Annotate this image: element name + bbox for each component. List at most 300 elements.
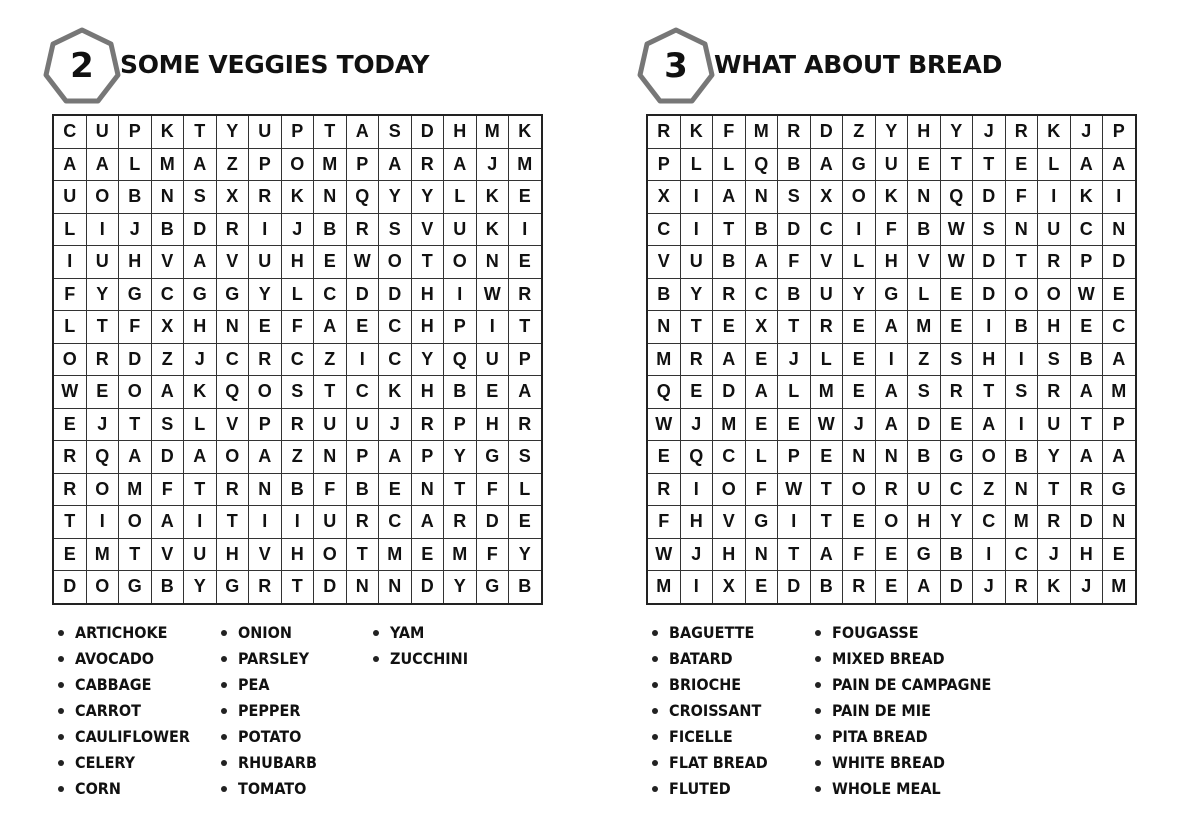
grid-cell[interactable]: P (647, 148, 680, 181)
grid-cell[interactable]: T (1005, 246, 1038, 279)
grid-cell[interactable]: B (940, 538, 973, 571)
grid-cell[interactable]: I (476, 311, 509, 344)
grid-cell[interactable]: I (680, 181, 713, 214)
grid-cell[interactable]: A (184, 148, 217, 181)
grid-cell[interactable]: O (875, 506, 908, 539)
grid-cell[interactable]: R (346, 506, 379, 539)
grid-cell[interactable]: C (810, 213, 843, 246)
grid-cell[interactable]: V (411, 213, 444, 246)
grid-cell[interactable]: U (1038, 408, 1071, 441)
grid-cell[interactable]: U (86, 246, 119, 279)
grid-cell[interactable]: B (119, 181, 152, 214)
grid-cell[interactable]: Q (680, 441, 713, 474)
grid-cell[interactable]: R (281, 408, 314, 441)
grid-cell[interactable]: A (1070, 441, 1103, 474)
grid-cell[interactable]: I (1038, 181, 1071, 214)
grid-cell[interactable]: D (908, 408, 941, 441)
grid-cell[interactable]: T (680, 311, 713, 344)
grid-cell[interactable]: I (444, 278, 477, 311)
grid-cell[interactable]: A (1103, 441, 1136, 474)
grid-cell[interactable]: T (184, 115, 217, 148)
grid-cell[interactable]: H (973, 343, 1006, 376)
grid-cell[interactable]: G (940, 441, 973, 474)
grid-cell[interactable]: J (680, 538, 713, 571)
grid-cell[interactable]: T (778, 538, 811, 571)
grid-cell[interactable]: A (314, 311, 347, 344)
grid-cell[interactable]: F (314, 473, 347, 506)
grid-cell[interactable]: O (843, 473, 876, 506)
grid-cell[interactable]: A (745, 376, 778, 409)
grid-cell[interactable]: B (647, 278, 680, 311)
grid-cell[interactable]: C (53, 115, 86, 148)
grid-cell[interactable]: G (908, 538, 941, 571)
grid-cell[interactable]: A (1103, 343, 1136, 376)
grid-cell[interactable]: R (216, 473, 249, 506)
grid-cell[interactable]: H (680, 506, 713, 539)
grid-cell[interactable]: T (346, 538, 379, 571)
grid-cell[interactable]: O (713, 473, 746, 506)
grid-cell[interactable]: E (680, 376, 713, 409)
grid-cell[interactable]: A (151, 376, 184, 409)
grid-cell[interactable]: C (281, 343, 314, 376)
grid-cell[interactable]: R (346, 213, 379, 246)
grid-cell[interactable]: B (778, 148, 811, 181)
grid-cell[interactable]: A (875, 408, 908, 441)
grid-cell[interactable]: G (216, 278, 249, 311)
grid-cell[interactable]: R (1038, 376, 1071, 409)
grid-cell[interactable]: R (444, 506, 477, 539)
grid-cell[interactable]: V (713, 506, 746, 539)
grid-cell[interactable]: V (249, 538, 282, 571)
grid-cell[interactable]: Q (647, 376, 680, 409)
grid-cell[interactable]: C (647, 213, 680, 246)
grid-cell[interactable]: W (1070, 278, 1103, 311)
grid-cell[interactable]: T (509, 311, 542, 344)
grid-cell[interactable]: L (778, 376, 811, 409)
grid-cell[interactable]: R (249, 571, 282, 604)
grid-cell[interactable]: A (509, 376, 542, 409)
grid-cell[interactable]: O (53, 343, 86, 376)
grid-cell[interactable]: E (1103, 278, 1136, 311)
grid-cell[interactable]: F (151, 473, 184, 506)
grid-cell[interactable]: F (778, 246, 811, 279)
grid-cell[interactable]: G (476, 441, 509, 474)
grid-cell[interactable]: P (249, 408, 282, 441)
grid-cell[interactable]: L (843, 246, 876, 279)
grid-cell[interactable]: R (249, 181, 282, 214)
grid-cell[interactable]: J (973, 115, 1006, 148)
grid-cell[interactable]: D (778, 571, 811, 604)
grid-cell[interactable]: G (119, 571, 152, 604)
grid-cell[interactable]: O (86, 571, 119, 604)
grid-cell[interactable]: A (249, 441, 282, 474)
grid-cell[interactable]: O (86, 181, 119, 214)
grid-cell[interactable]: U (346, 408, 379, 441)
grid-cell[interactable]: H (875, 246, 908, 279)
grid-cell[interactable]: U (680, 246, 713, 279)
grid-cell[interactable]: G (745, 506, 778, 539)
grid-cell[interactable]: A (973, 408, 1006, 441)
grid-cell[interactable]: O (444, 246, 477, 279)
grid-cell[interactable]: K (1070, 181, 1103, 214)
grid-cell[interactable]: F (647, 506, 680, 539)
grid-cell[interactable]: R (713, 278, 746, 311)
grid-cell[interactable]: W (940, 213, 973, 246)
grid-cell[interactable]: H (444, 115, 477, 148)
grid-cell[interactable]: A (810, 538, 843, 571)
grid-cell[interactable]: A (713, 181, 746, 214)
grid-cell[interactable]: O (119, 506, 152, 539)
grid-cell[interactable]: I (973, 311, 1006, 344)
grid-cell[interactable]: M (379, 538, 412, 571)
grid-cell[interactable]: J (843, 408, 876, 441)
grid-cell[interactable]: V (810, 246, 843, 279)
grid-cell[interactable]: O (249, 376, 282, 409)
grid-cell[interactable]: M (476, 115, 509, 148)
grid-cell[interactable]: K (151, 115, 184, 148)
grid-cell[interactable]: S (151, 408, 184, 441)
grid-cell[interactable]: B (1005, 311, 1038, 344)
grid-cell[interactable]: E (940, 408, 973, 441)
grid-cell[interactable]: N (1005, 473, 1038, 506)
grid-cell[interactable]: U (1038, 213, 1071, 246)
grid-cell[interactable]: I (875, 343, 908, 376)
grid-cell[interactable]: N (249, 473, 282, 506)
grid-cell[interactable]: G (119, 278, 152, 311)
grid-cell[interactable]: Y (411, 343, 444, 376)
grid-cell[interactable]: R (53, 473, 86, 506)
grid-cell[interactable]: B (151, 213, 184, 246)
grid-cell[interactable]: S (908, 376, 941, 409)
grid-cell[interactable]: D (713, 376, 746, 409)
grid-cell[interactable]: K (875, 181, 908, 214)
grid-cell[interactable]: E (843, 343, 876, 376)
grid-cell[interactable]: N (745, 181, 778, 214)
grid-cell[interactable]: E (249, 311, 282, 344)
grid-cell[interactable]: C (940, 473, 973, 506)
grid-cell[interactable]: F (476, 473, 509, 506)
grid-cell[interactable]: A (184, 441, 217, 474)
grid-cell[interactable]: E (843, 506, 876, 539)
grid-cell[interactable]: R (1005, 115, 1038, 148)
grid-cell[interactable]: K (476, 181, 509, 214)
grid-cell[interactable]: U (249, 246, 282, 279)
grid-cell[interactable]: E (713, 311, 746, 344)
grid-cell[interactable]: Y (843, 278, 876, 311)
grid-cell[interactable]: A (379, 148, 412, 181)
grid-cell[interactable]: R (1070, 473, 1103, 506)
grid-cell[interactable]: I (680, 473, 713, 506)
grid-cell[interactable]: A (346, 115, 379, 148)
grid-cell[interactable]: E (745, 408, 778, 441)
grid-cell[interactable]: Z (908, 343, 941, 376)
grid-cell[interactable]: M (810, 376, 843, 409)
grid-cell[interactable]: A (810, 148, 843, 181)
grid-cell[interactable]: T (1038, 473, 1071, 506)
grid-cell[interactable]: T (314, 376, 347, 409)
grid-cell[interactable]: M (151, 148, 184, 181)
grid-cell[interactable]: H (281, 246, 314, 279)
grid-cell[interactable]: Y (940, 506, 973, 539)
grid-cell[interactable]: I (1005, 343, 1038, 376)
grid-cell[interactable]: I (843, 213, 876, 246)
grid-cell[interactable]: I (778, 506, 811, 539)
grid-cell[interactable]: K (184, 376, 217, 409)
grid-cell[interactable]: Q (444, 343, 477, 376)
grid-cell[interactable]: E (346, 311, 379, 344)
grid-cell[interactable]: W (476, 278, 509, 311)
grid-cell[interactable]: D (346, 278, 379, 311)
grid-cell[interactable]: C (1103, 311, 1136, 344)
grid-cell[interactable]: N (908, 181, 941, 214)
grid-cell[interactable]: H (908, 506, 941, 539)
grid-cell[interactable]: P (444, 408, 477, 441)
grid-cell[interactable]: Q (346, 181, 379, 214)
grid-cell[interactable]: R (647, 473, 680, 506)
grid-cell[interactable]: J (379, 408, 412, 441)
grid-cell[interactable]: L (680, 148, 713, 181)
grid-cell[interactable]: F (843, 538, 876, 571)
grid-cell[interactable]: D (379, 278, 412, 311)
grid-cell[interactable]: I (86, 506, 119, 539)
grid-cell[interactable]: H (476, 408, 509, 441)
grid-cell[interactable]: E (314, 246, 347, 279)
grid-cell[interactable]: R (411, 148, 444, 181)
grid-cell[interactable]: U (875, 148, 908, 181)
grid-cell[interactable]: U (476, 343, 509, 376)
grid-cell[interactable]: R (411, 408, 444, 441)
grid-cell[interactable]: P (778, 441, 811, 474)
grid-cell[interactable]: T (281, 571, 314, 604)
grid-cell[interactable]: C (973, 506, 1006, 539)
grid-cell[interactable]: J (119, 213, 152, 246)
grid-cell[interactable]: U (53, 181, 86, 214)
grid-cell[interactable]: F (281, 311, 314, 344)
grid-cell[interactable]: F (875, 213, 908, 246)
grid-cell[interactable]: Y (509, 538, 542, 571)
grid-cell[interactable]: D (53, 571, 86, 604)
grid-cell[interactable]: R (940, 376, 973, 409)
grid-cell[interactable]: X (151, 311, 184, 344)
grid-cell[interactable]: J (86, 408, 119, 441)
grid-cell[interactable]: L (908, 278, 941, 311)
grid-cell[interactable]: R (53, 441, 86, 474)
grid-cell[interactable]: E (379, 473, 412, 506)
grid-cell[interactable]: H (908, 115, 941, 148)
grid-cell[interactable]: L (1038, 148, 1071, 181)
grid-cell[interactable]: T (973, 148, 1006, 181)
grid-cell[interactable]: Y (411, 181, 444, 214)
grid-cell[interactable]: Z (843, 115, 876, 148)
grid-cell[interactable]: P (346, 441, 379, 474)
grid-cell[interactable]: R (86, 343, 119, 376)
grid-cell[interactable]: T (810, 473, 843, 506)
grid-cell[interactable]: T (940, 148, 973, 181)
grid-cell[interactable]: E (411, 538, 444, 571)
grid-cell[interactable]: M (1103, 571, 1136, 604)
grid-cell[interactable]: E (509, 246, 542, 279)
grid-cell[interactable]: E (843, 311, 876, 344)
grid-cell[interactable]: A (86, 148, 119, 181)
grid-cell[interactable]: N (1005, 213, 1038, 246)
grid-cell[interactable]: Y (184, 571, 217, 604)
grid-cell[interactable]: U (249, 115, 282, 148)
grid-cell[interactable]: G (875, 278, 908, 311)
grid-cell[interactable]: T (216, 506, 249, 539)
grid-cell[interactable]: B (346, 473, 379, 506)
grid-cell[interactable]: L (713, 148, 746, 181)
grid-cell[interactable]: C (1005, 538, 1038, 571)
grid-cell[interactable]: R (843, 571, 876, 604)
grid-cell[interactable]: R (249, 343, 282, 376)
grid-cell[interactable]: M (444, 538, 477, 571)
grid-cell[interactable]: C (379, 311, 412, 344)
grid-cell[interactable]: W (647, 538, 680, 571)
grid-cell[interactable]: H (1038, 311, 1071, 344)
grid-cell[interactable]: D (1070, 506, 1103, 539)
grid-cell[interactable]: Z (151, 343, 184, 376)
grid-cell[interactable]: T (1070, 408, 1103, 441)
grid-cell[interactable]: D (973, 246, 1006, 279)
grid-cell[interactable]: Q (940, 181, 973, 214)
grid-cell[interactable]: N (216, 311, 249, 344)
grid-cell[interactable]: S (1038, 343, 1071, 376)
grid-cell[interactable]: T (411, 246, 444, 279)
grid-cell[interactable]: W (778, 473, 811, 506)
grid-cell[interactable]: I (680, 213, 713, 246)
grid-cell[interactable]: A (151, 506, 184, 539)
grid-cell[interactable]: E (86, 376, 119, 409)
grid-cell[interactable]: C (314, 278, 347, 311)
grid-cell[interactable]: C (151, 278, 184, 311)
grid-cell[interactable]: C (379, 506, 412, 539)
grid-cell[interactable]: R (1005, 571, 1038, 604)
grid-cell[interactable]: Z (216, 148, 249, 181)
grid-cell[interactable]: U (810, 278, 843, 311)
grid-cell[interactable]: X (810, 181, 843, 214)
grid-cell[interactable]: O (1038, 278, 1071, 311)
grid-cell[interactable]: M (647, 571, 680, 604)
grid-cell[interactable]: O (119, 376, 152, 409)
grid-cell[interactable]: H (411, 376, 444, 409)
grid-cell[interactable]: R (509, 278, 542, 311)
grid-cell[interactable]: Y (444, 441, 477, 474)
grid-cell[interactable]: D (778, 213, 811, 246)
grid-cell[interactable]: E (647, 441, 680, 474)
grid-cell[interactable]: E (908, 148, 941, 181)
grid-cell[interactable]: H (119, 246, 152, 279)
grid-cell[interactable]: B (444, 376, 477, 409)
grid-cell[interactable]: R (680, 343, 713, 376)
grid-cell[interactable]: H (184, 311, 217, 344)
grid-cell[interactable]: A (444, 148, 477, 181)
grid-cell[interactable]: H (713, 538, 746, 571)
grid-cell[interactable]: I (1103, 181, 1136, 214)
grid-cell[interactable]: F (745, 473, 778, 506)
grid-cell[interactable]: T (810, 506, 843, 539)
grid-cell[interactable]: O (843, 181, 876, 214)
grid-cell[interactable]: A (119, 441, 152, 474)
grid-cell[interactable]: B (314, 213, 347, 246)
grid-cell[interactable]: D (973, 181, 1006, 214)
grid-cell[interactable]: H (411, 278, 444, 311)
grid-cell[interactable]: J (973, 571, 1006, 604)
grid-cell[interactable]: X (216, 181, 249, 214)
grid-cell[interactable]: N (411, 473, 444, 506)
grid-cell[interactable]: J (1070, 571, 1103, 604)
grid-cell[interactable]: S (184, 181, 217, 214)
grid-cell[interactable]: R (1038, 506, 1071, 539)
grid-cell[interactable]: T (86, 311, 119, 344)
grid-cell[interactable]: U (314, 506, 347, 539)
grid-cell[interactable]: T (778, 311, 811, 344)
grid-cell[interactable]: M (314, 148, 347, 181)
grid-cell[interactable]: S (379, 213, 412, 246)
grid-cell[interactable]: A (53, 148, 86, 181)
grid-cell[interactable]: V (151, 246, 184, 279)
grid-cell[interactable]: W (647, 408, 680, 441)
grid-cell[interactable]: O (379, 246, 412, 279)
grid-cell[interactable]: F (1005, 181, 1038, 214)
grid-cell[interactable]: N (314, 181, 347, 214)
grid-cell[interactable]: F (713, 115, 746, 148)
grid-cell[interactable]: B (908, 213, 941, 246)
grid-cell[interactable]: Q (745, 148, 778, 181)
grid-cell[interactable]: J (1070, 115, 1103, 148)
grid-cell[interactable]: M (713, 408, 746, 441)
grid-cell[interactable]: E (940, 311, 973, 344)
grid-cell[interactable]: E (875, 571, 908, 604)
grid-cell[interactable]: A (1070, 148, 1103, 181)
grid-cell[interactable]: L (281, 278, 314, 311)
grid-cell[interactable]: E (1070, 311, 1103, 344)
grid-cell[interactable]: J (1038, 538, 1071, 571)
grid-cell[interactable]: D (314, 571, 347, 604)
grid-cell[interactable]: S (509, 441, 542, 474)
grid-cell[interactable]: J (281, 213, 314, 246)
grid-cell[interactable]: M (509, 148, 542, 181)
grid-cell[interactable]: R (810, 311, 843, 344)
grid-cell[interactable]: V (647, 246, 680, 279)
grid-cell[interactable]: E (509, 181, 542, 214)
grid-cell[interactable]: L (810, 343, 843, 376)
grid-cell[interactable]: V (216, 246, 249, 279)
grid-cell[interactable]: E (1005, 148, 1038, 181)
grid-cell[interactable]: S (973, 213, 1006, 246)
grid-cell[interactable]: O (281, 148, 314, 181)
grid-cell[interactable]: B (151, 571, 184, 604)
grid-cell[interactable]: Y (216, 115, 249, 148)
grid-cell[interactable]: S (1005, 376, 1038, 409)
grid-cell[interactable]: L (53, 213, 86, 246)
grid-cell[interactable]: P (346, 148, 379, 181)
grid-cell[interactable]: W (346, 246, 379, 279)
grid-cell[interactable]: E (53, 538, 86, 571)
grid-cell[interactable]: U (444, 213, 477, 246)
grid-cell[interactable]: B (908, 441, 941, 474)
grid-cell[interactable]: N (647, 311, 680, 344)
grid-cell[interactable]: G (1103, 473, 1136, 506)
grid-cell[interactable]: O (973, 441, 1006, 474)
grid-cell[interactable]: E (778, 408, 811, 441)
grid-cell[interactable]: C (346, 376, 379, 409)
grid-cell[interactable]: Y (940, 115, 973, 148)
grid-cell[interactable]: N (745, 538, 778, 571)
grid-cell[interactable]: Q (216, 376, 249, 409)
grid-cell[interactable]: N (1103, 213, 1136, 246)
grid-cell[interactable]: S (940, 343, 973, 376)
grid-cell[interactable]: I (249, 506, 282, 539)
